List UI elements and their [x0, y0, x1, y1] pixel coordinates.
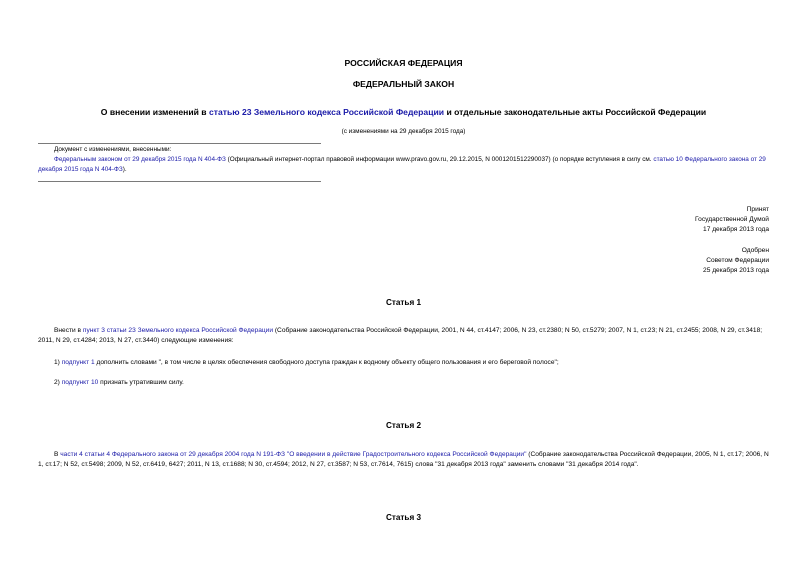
item-2-num: 2): [54, 379, 62, 386]
article-1-heading: Статья 1: [385, 298, 422, 307]
title-text-pre: О внесении изменений в: [100, 107, 209, 117]
article-2-paragraph: [38, 450, 773, 470]
link-law-191-part4-art4[interactable]: части 4 статьи 4 Федерального закона от 29 декабря 2004 года N 191-ФЗ "О введении в действие Градостроительного кодекса Российской Федерации": [60, 451, 527, 458]
article-1-p1-post: (Собрание законодательства Российской Федерации, 2001, N 44, ст.4147; 2006, N 23, ст.2380; N 50, ст.5279; 2007, N 1, ст.23; N 21, ст.2455; 2008, N 29, ст.3418; 2011, N 29, ст.4284; 2013, N 27, ст.3440) следующие изменения:: [38, 327, 763, 344]
article-1-p1-pre: Внести в: [54, 327, 83, 334]
item-1-text: дополнить словами ", в том числе в целях обеспечения свободного доступа граждан к водному объекту общего пользования и его береговой полосе";: [94, 359, 559, 366]
article-1-item-2: [38, 378, 773, 388]
document-title: [0, 107, 807, 117]
approval-council-block: [703, 246, 769, 275]
header-country: РОССИЙСКАЯ ФЕДЕРАЦИЯ: [344, 58, 463, 68]
amended-note: (с изменениями на 29 декабря 2015 года): [341, 128, 466, 135]
approved-by: Советом Федерации: [706, 256, 769, 264]
item-2-text: признать утратившим силу.: [98, 379, 184, 386]
adopted-label: Принят: [746, 206, 769, 213]
item-1-num: 1): [54, 359, 62, 366]
article-2-p1-pre: В: [54, 451, 61, 458]
link-federal-law-404[interactable]: Федеральным законом от 29 декабря 2015 года N 404-ФЗ: [54, 156, 226, 163]
approved-label: Одобрен: [741, 247, 769, 254]
adopted-date: 17 декабря 2013 года: [703, 225, 769, 233]
changes-box-heading: Документ с изменениями, внесенными:: [54, 146, 172, 153]
adopted-by: Государственной Думой: [695, 215, 769, 223]
changes-box-text1: (Официальный интернет-портал правовой информации www.pravo.gov.ru, 29.12.2015, N 0001201512290037) (о порядке вступления в силу см.: [225, 156, 654, 163]
article-3-heading: Статья 3: [385, 513, 422, 522]
adoption-duma-block: [695, 205, 769, 234]
link-subpoint-10[interactable]: подпункт 10: [61, 379, 99, 386]
link-article-10-law-404[interactable]: статью 10 Федерального закона от 29 декабря 2015 года N 404-ФЗ: [38, 156, 766, 173]
article-2-heading: Статья 2: [385, 421, 422, 430]
changes-box-top-rule: [38, 143, 321, 144]
title-link-land-code[interactable]: статью 23 Земельного кодекса Российской Федерации: [208, 107, 445, 117]
title-text-post: и отдельные законодательные акты Российской Федерации: [444, 107, 707, 117]
changes-box-bottom-rule: [38, 181, 321, 182]
article-1-item-1: [38, 358, 773, 368]
changes-box-text: [38, 155, 773, 174]
link-land-code-art23-p3[interactable]: пункт 3 статьи 23 Земельного кодекса Российской Федерации: [82, 327, 274, 334]
header-law-type: ФЕДЕРАЛЬНЫЙ ЗАКОН: [352, 79, 455, 89]
approved-date: 25 декабря 2013 года: [703, 266, 769, 274]
changes-box-text2: ).: [122, 165, 127, 173]
link-subpoint-1[interactable]: подпункт 1: [61, 359, 95, 366]
article-1-paragraph: [38, 326, 773, 346]
article-2-p1-post: (Собрание законодательства Российской Федерации, 2005, N 1, ст.17; 2006, N 1, ст.17; N 52, ст.5498; 2009, N 52, ст.6419, 6427; 2011, N 13, ст.1688; N 30, ст.4594; 2012, N 27, ст.3587; N 53, ст.7614, 7615) слова "31 декабря 2013 года" заменить словами "31 декабря 2014 года".: [38, 451, 769, 468]
